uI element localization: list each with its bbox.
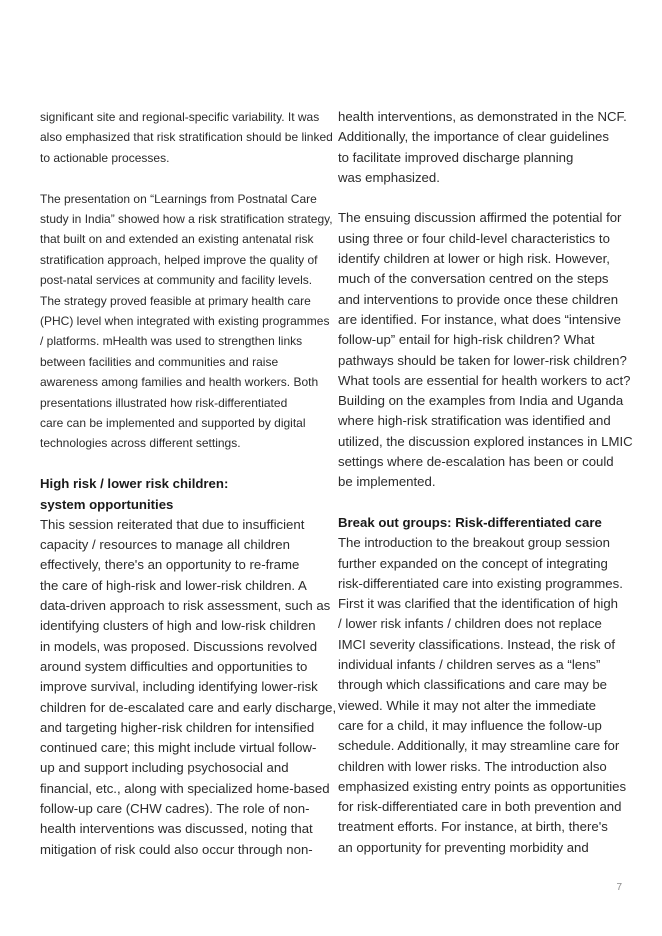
text-line: (PHC) level when integrated with existing programmes bbox=[40, 314, 330, 329]
text-line: The strategy proved feasible at primary health care bbox=[40, 293, 311, 308]
text-line: children for de-escalated care and early discharge, bbox=[40, 699, 337, 715]
text-line: treatment efforts. For instance, at birth, there's bbox=[338, 819, 608, 835]
text-line: study in India” showed how a risk stratification strategy, bbox=[40, 212, 333, 227]
page-number: 7 bbox=[616, 882, 622, 893]
text-line: effectively, there's an opportunity to re-frame bbox=[40, 557, 300, 573]
text-line: care for a child, it may influence the follow-up bbox=[338, 717, 602, 733]
paragraph-postnatal-care-india bbox=[40, 189, 333, 454]
text-line: stratification approach, helped improve the quality of bbox=[40, 252, 318, 267]
right-column bbox=[338, 107, 633, 858]
text-line: Break out groups: Risk-differentiated care bbox=[338, 514, 602, 530]
text-line: to actionable processes. bbox=[40, 150, 170, 165]
text-line: The ensuing discussion affirmed the potential for bbox=[338, 210, 622, 226]
text-line: health interventions was discussed, noting that bbox=[40, 821, 313, 837]
text-line: be implemented. bbox=[338, 474, 436, 490]
text-line: using three or four child-level characteristics to bbox=[338, 230, 610, 246]
text-line: children with lower risks. The introduction also bbox=[338, 758, 607, 774]
text-line: financial, etc., along with specialized home-based bbox=[40, 780, 330, 796]
text-line: High risk / lower risk children: bbox=[40, 476, 229, 492]
text-line: improve survival, including identifying lower-risk bbox=[40, 679, 318, 695]
text-line: system opportunities bbox=[40, 496, 174, 512]
text-line: identify children at lower or high risk. However, bbox=[338, 251, 610, 267]
text-line: in models, was proposed. Discussions revolved bbox=[40, 638, 318, 654]
text-line: individual infants / children serves as a “lens” bbox=[338, 657, 601, 673]
text-line: further expanded on the concept of integrating bbox=[338, 555, 608, 571]
text-line: much of the conversation centred on the steps bbox=[338, 271, 609, 287]
paragraph-system-opportunities bbox=[40, 515, 337, 860]
text-line: First it was clarified that the identification of high bbox=[338, 596, 619, 612]
text-line: post-natal services at community and facility levels. bbox=[40, 273, 313, 288]
text-line: for risk-differentiated care in both prevention and bbox=[338, 799, 622, 815]
text-line: where high-risk stratification was identified and bbox=[338, 413, 611, 429]
text-line: an opportunity for preventing morbidity and bbox=[338, 839, 589, 855]
text-line: This session reiterated that due to insufficient bbox=[40, 516, 305, 532]
text-line: What tools are essential for health workers to act? bbox=[338, 372, 631, 388]
paragraph-breakout-introduction bbox=[338, 533, 627, 858]
text-line: viewed. While it may not alter the immediate bbox=[338, 697, 596, 713]
text-line: continued care; this might include virtual follow- bbox=[40, 740, 317, 756]
text-line: and targeting higher-risk children for intensified bbox=[40, 719, 315, 735]
text-line: awareness among families and health workers. Both bbox=[40, 375, 319, 390]
text-line: capacity / resources to manage all children bbox=[40, 537, 290, 553]
text-line: / platforms. mHealth was used to strengthen links bbox=[40, 334, 303, 349]
text-line: technologies across different settings. bbox=[40, 436, 241, 451]
text-line: schedule. Additionally, it may streamline care for bbox=[338, 738, 620, 754]
text-line: also emphasized that risk stratification should be linked bbox=[40, 130, 333, 145]
text-line: around system difficulties and opportunities to bbox=[40, 658, 308, 674]
text-line: significant site and regional-specific variability. It was bbox=[40, 110, 320, 124]
text-line: pathways should be taken for lower-risk children? bbox=[338, 352, 627, 368]
section-heading-breakout-groups bbox=[338, 513, 622, 533]
text-line: The introduction to the breakout group session bbox=[338, 535, 610, 551]
paragraph-risk-variability bbox=[40, 107, 333, 168]
text-line: utilized, the discussion explored instances in LMIC bbox=[338, 433, 633, 449]
text-line: was emphasized. bbox=[338, 169, 440, 185]
text-line: settings where de-escalation has been or could bbox=[338, 454, 614, 470]
text-line: between facilities and communities and raise bbox=[40, 354, 279, 369]
text-line: health interventions, as demonstrated in the NCF. bbox=[338, 109, 627, 124]
text-line: through which classifications and care may be bbox=[338, 677, 608, 693]
text-line: to facilitate improved discharge planning bbox=[338, 149, 574, 165]
text-line: The presentation on “Learnings from Postnatal Care bbox=[40, 191, 317, 206]
left-column bbox=[40, 107, 337, 860]
text-line: the care of high-risk and lower-risk children. A bbox=[40, 577, 307, 593]
paragraph-ensuing-discussion bbox=[338, 208, 633, 492]
text-line: emphasized existing entry points as opportunities bbox=[338, 778, 627, 794]
text-line: follow-up” entail for high-risk children? What bbox=[338, 332, 595, 348]
text-line: are identified. For instance, what does “intensive bbox=[338, 311, 621, 327]
text-line: care can be implemented and supported by digital bbox=[40, 416, 306, 431]
paragraph-non-health-interventions bbox=[338, 107, 627, 188]
text-line: identifying clusters of high and low-risk children bbox=[40, 618, 316, 634]
text-line: Additionally, the importance of clear guidelines bbox=[338, 129, 609, 145]
text-line: and interventions to provide once these children bbox=[338, 291, 619, 307]
text-line: Building on the examples from India and Uganda bbox=[338, 393, 624, 409]
text-line: data-driven approach to risk assessment, such as bbox=[40, 598, 331, 614]
text-line: follow-up care (CHW cadres). The role of non- bbox=[40, 801, 310, 817]
text-line: that built on and extended an existing antenatal risk bbox=[40, 232, 314, 247]
text-line: IMCI severity classifications. Instead, the risk of bbox=[338, 636, 616, 652]
text-line: up and support including psychosocial and bbox=[40, 760, 289, 776]
text-line: mitigation of risk could also occur through non- bbox=[40, 841, 313, 857]
text-line: risk-differentiated care into existing programmes. bbox=[338, 575, 623, 591]
section-heading-high-low-risk bbox=[40, 474, 330, 515]
text-line: / lower risk infants / children does not replace bbox=[338, 616, 602, 632]
text-line: presentations illustrated how risk-differentiated bbox=[40, 395, 288, 410]
